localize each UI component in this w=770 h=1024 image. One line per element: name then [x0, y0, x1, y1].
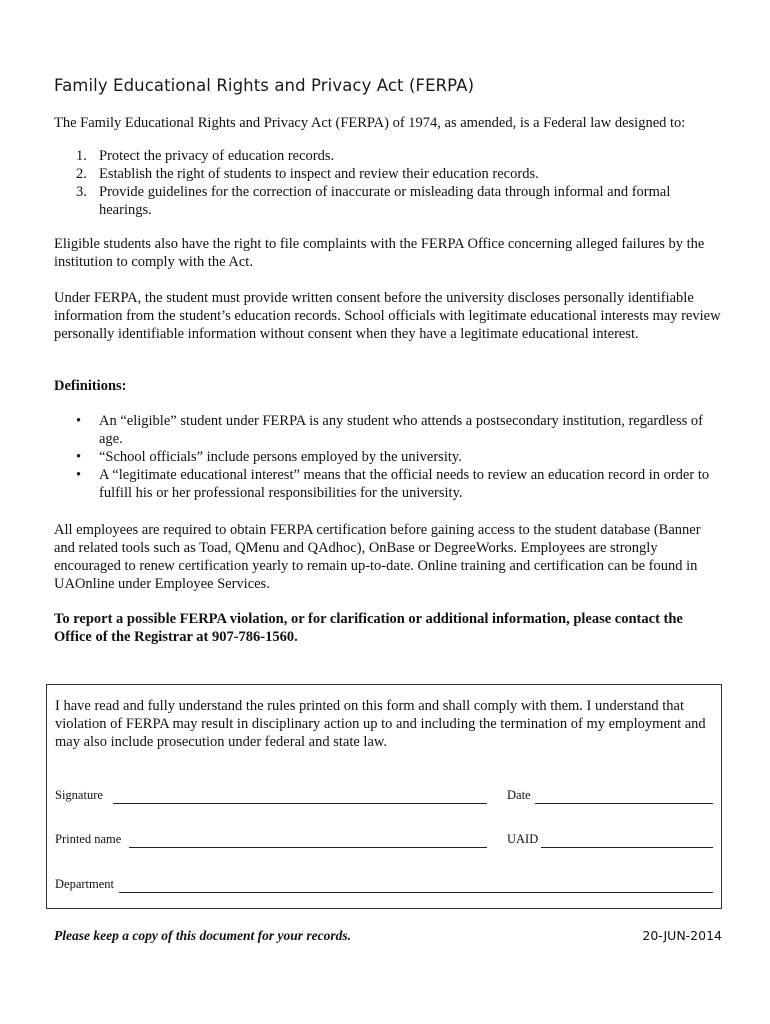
document-title: Family Educational Rights and Privacy Act (FERPA) — [54, 76, 475, 95]
report-notice: To report a possible FERPA violation, or for clarification or additional information, please contact the Office of the Registrar at 907-786-1560. — [54, 611, 683, 645]
list-item — [54, 466, 724, 502]
purpose-list — [54, 147, 724, 219]
definitions-list — [54, 412, 724, 502]
list-item-text: “School officials” include persons employed by the university. — [99, 449, 462, 465]
uaid-label: UAID — [507, 832, 539, 846]
uaid-field[interactable] — [507, 832, 713, 848]
certification-paragraph: All employees are required to obtain FERPA certification before gaining access to the student database (Banner and related tools such as Toad, QMenu and QAdhoc), OnBase or DegreeWorks. Employees are strongly encouraged to renew certification yearly to remain up-to-date. Online training and certification can be found in UAOnline under Employee Services. — [54, 522, 701, 592]
definitions-heading: Definitions: — [54, 378, 127, 394]
department-label: Department — [55, 877, 115, 891]
department-field[interactable] — [55, 877, 713, 893]
intro-paragraph: The Family Educational Rights and Privacy Act (FERPA) of 1974, as amended, is a Federal law designed to: — [54, 115, 686, 131]
signature-field[interactable] — [55, 788, 487, 804]
department-line[interactable] — [119, 892, 713, 893]
footer-note: Please keep a copy of this document for your records. — [54, 928, 351, 943]
signature-label: Signature — [55, 788, 103, 802]
bullet-icon: • — [76, 467, 82, 483]
list-item-text: A “legitimate educational interest” means that the official needs to review an education record in order to fulfill his or her professional responsibilities for the university. — [99, 467, 710, 501]
printed-name-line[interactable] — [129, 847, 487, 848]
date-line[interactable] — [535, 803, 713, 804]
uaid-line[interactable] — [541, 847, 713, 848]
consent-paragraph: Under FERPA, the student must provide written consent before the university discloses personally identifiable information from the student’s education records. School officials with legitimate educational interests may review personally identifiable information without consent when they have a legitimate educational interest. — [54, 290, 721, 342]
date-field[interactable] — [507, 788, 713, 804]
list-item-text: Provide guidelines for the correction of inaccurate or misleading data through informal and formal hearings. — [99, 184, 671, 218]
list-number: 2. — [76, 166, 87, 182]
complaints-paragraph: Eligible students also have the right to file complaints with the FERPA Office concerning alleged failures by the institution to comply with the Act. — [54, 236, 705, 270]
revision-date: 20-JUN-2014 — [642, 928, 722, 943]
list-number: 1. — [76, 148, 87, 164]
list-item-text: Protect the privacy of education records. — [99, 148, 335, 164]
list-number: 3. — [76, 184, 87, 200]
list-item — [54, 147, 724, 165]
date-label: Date — [507, 788, 531, 802]
printed-name-label: Printed name — [55, 832, 122, 846]
list-item — [54, 412, 724, 448]
list-item — [54, 165, 724, 183]
list-item — [54, 448, 724, 466]
acknowledgment-statement: I have read and fully understand the rules printed on this form and shall comply with them. I understand that violation of FERPA may result in disciplinary action up to and including the termination of my employment and may also include prosecution under federal and state law. — [55, 698, 706, 750]
list-item-text: Establish the right of students to inspect and review their education records. — [99, 166, 539, 182]
bullet-icon: • — [76, 449, 82, 465]
bullet-icon: • — [76, 413, 82, 429]
list-item — [54, 183, 724, 219]
list-item-text: An “eligible” student under FERPA is any student who attends a postsecondary institution, regardless of age. — [99, 413, 703, 447]
acknowledgment-box — [46, 684, 722, 909]
signature-line[interactable] — [113, 803, 487, 804]
printed-name-field[interactable] — [55, 832, 487, 848]
